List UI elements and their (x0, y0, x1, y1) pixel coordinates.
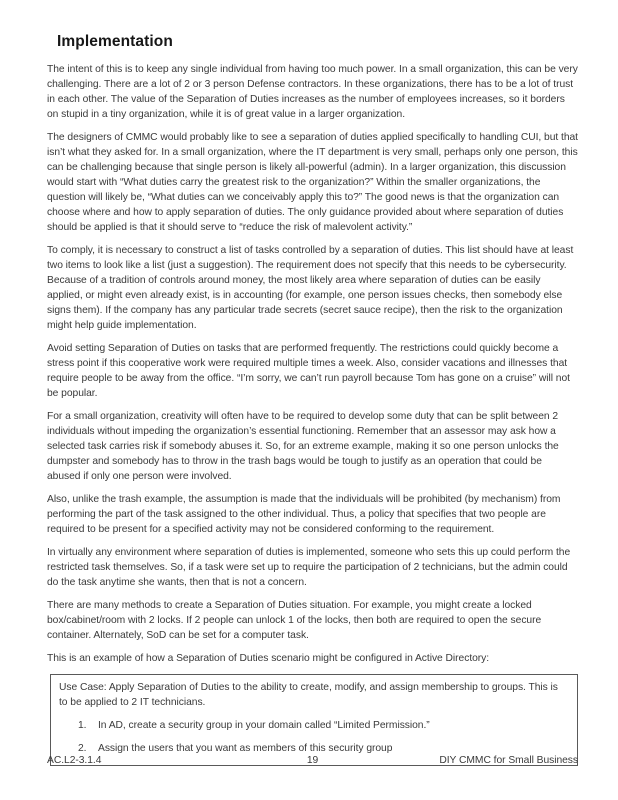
paragraph-small-org-creativity: For a small organization, creativity will often have to be required to develop some duty that can be split between 2 individuals without impeding the organization’s essential functioning. Remember that an assessor may ask how a selected task carries risk if somebody abuses it. So, for an extreme example, making it so one person unlocks the dumpster and somebody has to throw in the trash bags would be tough to justify as an operation that could be abused if only one person were involved. (47, 411, 559, 482)
step-number: 1. (78, 720, 87, 731)
footer-control-id: AC.L2-3.1.4 (47, 755, 102, 766)
step-text: In AD, create a security group in your domain called “Limited Permission.” (98, 720, 430, 731)
paragraph-comply-task-list: To comply, it is necessary to construct a list of tasks controlled by a separation of duties. This list should have at least two items to look like a list (just a suggestion). The requirement does not specify that this needs to be cybersecurity. Because of a tradition of controls around money, the most likely area where separation of duties can be easily applied, or might even already exist, is in accounting (for example, one person issues checks, then somebody else signs them). If the company has any particular trade secrets (secret sauce recipe), then the risk to the organization might help guide implementation. (47, 245, 574, 331)
footer-doc-title: DIY CMMC for Small Business (439, 755, 579, 766)
step-text: Assign the users that you want as members of this security group (98, 743, 393, 754)
paragraph-cmmc-designers: The designers of CMMC would probably like to see a separation of duties applied specifically to handling CUI, but that isn’t what they asked for. In a small organization, where the IT department is very small, perhaps only one person, this can be challenging because that single person is likely all-powerful (admin). In a larger organization, this discussion would start with “What duties carry the greatest risk to the organization?” Within the smaller organizations, the question will likely be, “What duties can we conceivably apply this to?” The good news is that the organization can choose where and how to apply separation of duties. The only guidance provided about where separation of duties should be applied is that it should serve to “reduce the risk of malevolent activity.” (47, 132, 578, 233)
paragraph-admin-concern: In virtually any environment where separation of duties is implemented, someone who sets this up could perform the restricted task themselves. So, if a task were set up to require the participation of 2 technicians, but the admin could do the task anytime she wants, then that is not a concern. (47, 547, 571, 588)
footer-page-number: 19 (306, 755, 319, 766)
use-case-step-1 (78, 719, 569, 733)
page-title: Implementation (57, 33, 173, 50)
paragraph-methods: There are many methods to create a Separation of Duties situation. For example, you might create a locked box/cabinet/room with 2 locks. If 2 people can unlock 1 of the locks, then both are required to open the secure container. Alternately, SoD can be set for a computer task. (47, 600, 542, 641)
paragraph-avoid-frequent-tasks: Avoid setting Separation of Duties on tasks that are performed frequently. The restrictions could quickly become a stress point if this cooperative work were required multiple times a week. Also, consider vacations and illnesses that require people to be away from the office. “I’m sorry, we can’t run payroll because Tom has gone on a cruise” will not be popular. (47, 343, 570, 399)
use-case-box (50, 674, 578, 766)
paragraph-trash-example: Also, unlike the trash example, the assumption is made that the individuals will be prohibited (by mechanism) from performing the part of the task assigned to the other individual. Thus, a policy that specifies that two people are required to be present for a specified activity may not be considered conforming to the requirement. (47, 494, 561, 535)
use-case-intro: Use Case: Apply Separation of Duties to the ability to create, modify, and assign membership to groups. This is to be applied to 2 IT technicians. (59, 682, 558, 708)
step-number: 2. (78, 743, 87, 754)
page-footer (47, 754, 578, 767)
paragraph-ad-example-lead: This is an example of how a Separation of Duties scenario might be configured in Active Directory: (47, 653, 490, 664)
paragraph-intent: The intent of this is to keep any single individual from having too much power. In a small organization, this can be very challenging. There are a lot of 2 or 3 person Defense contractors. In these organizations, there has to be a lot of trust in each other. The value of the Separation of Duties increases as the number of employees increases, so it borders on stupid in a tiny organization, while it is of great value in a larger organization. (47, 64, 578, 120)
